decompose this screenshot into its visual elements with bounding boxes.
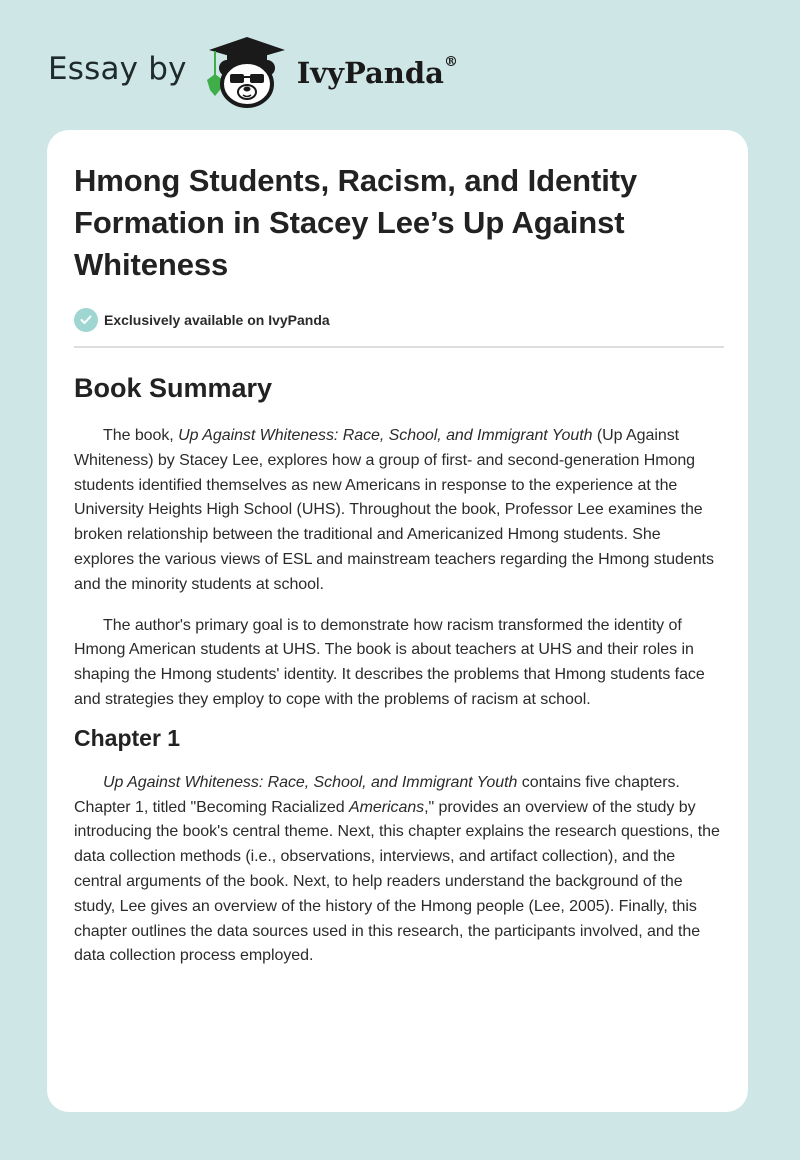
site-header (48, 34, 458, 110)
panda-graduate-logo-icon (203, 34, 291, 110)
paragraph-text: ," provides an overview of the study by introducing the book's central theme. Next, this chapter explains the research questions, the data collection methods (i.e., observations, interviews, and artifact collection), and the central arguments of the book. Next, to help readers understand the background of the study, Lee gives an overview of the history of the Hmong people (Lee, 2005). Finally, this chapter outlines the data sources used in this research, the participants involved, and the data collection process employed. (74, 798, 720, 965)
exclusive-badge (74, 308, 724, 332)
brand-text: IvyPanda (296, 56, 444, 90)
brand-name (297, 56, 458, 90)
check-circle-icon (74, 308, 98, 332)
book-title-italic: Up Against Whiteness: Race, School, and Immigrant Youth (178, 427, 593, 444)
paragraph-text: contains five chapters. Chapter 1, titled "Becoming Racialized (74, 773, 680, 816)
essay-content (74, 160, 724, 969)
italic-word: Americans (348, 798, 425, 816)
page-title: Hmong Students, Racism, and Identity Formation in Stacey Lee’s Up Against Whiteness (74, 163, 638, 282)
paragraph: The author's primary goal is to demonstrate how racism transformed the identity of Hmong American students at UHS. The book is about teachers at UHS and their roles in shaping the Hmong students' identity. It describes the problems that Hmong students face and strategies they employ to cope with the problems of racism at school. (74, 616, 705, 708)
essay-card (47, 130, 748, 1112)
paragraph-text: (Up Against Whiteness) by Stacey Lee, explores how a group of first- and second-generation Hmong students identified themselves as new Americans in response to the experience at the University Heights High School (UHS). Throughout the book, Professor Lee examines the broken relationship between the traditional and Americanized Hmong students. She explores the various views of ESL and mainstream teachers regarding the Hmong students and the minority students at school. (74, 427, 714, 593)
exclusive-label: Exclusively available on IvyPanda (104, 312, 330, 328)
divider (74, 346, 724, 348)
registered-mark: ® (443, 54, 458, 70)
paragraph (74, 771, 724, 969)
paragraph-text: The book, (103, 427, 179, 444)
section-heading-book-summary: Book Summary (74, 373, 273, 403)
paragraph (74, 424, 724, 598)
book-title-italic: Up Against Whiteness: Race, School, and Immigrant Youth (103, 773, 518, 791)
section-heading-chapter-1: Chapter 1 (74, 724, 181, 751)
essay-by-label: Essay by (48, 51, 187, 87)
